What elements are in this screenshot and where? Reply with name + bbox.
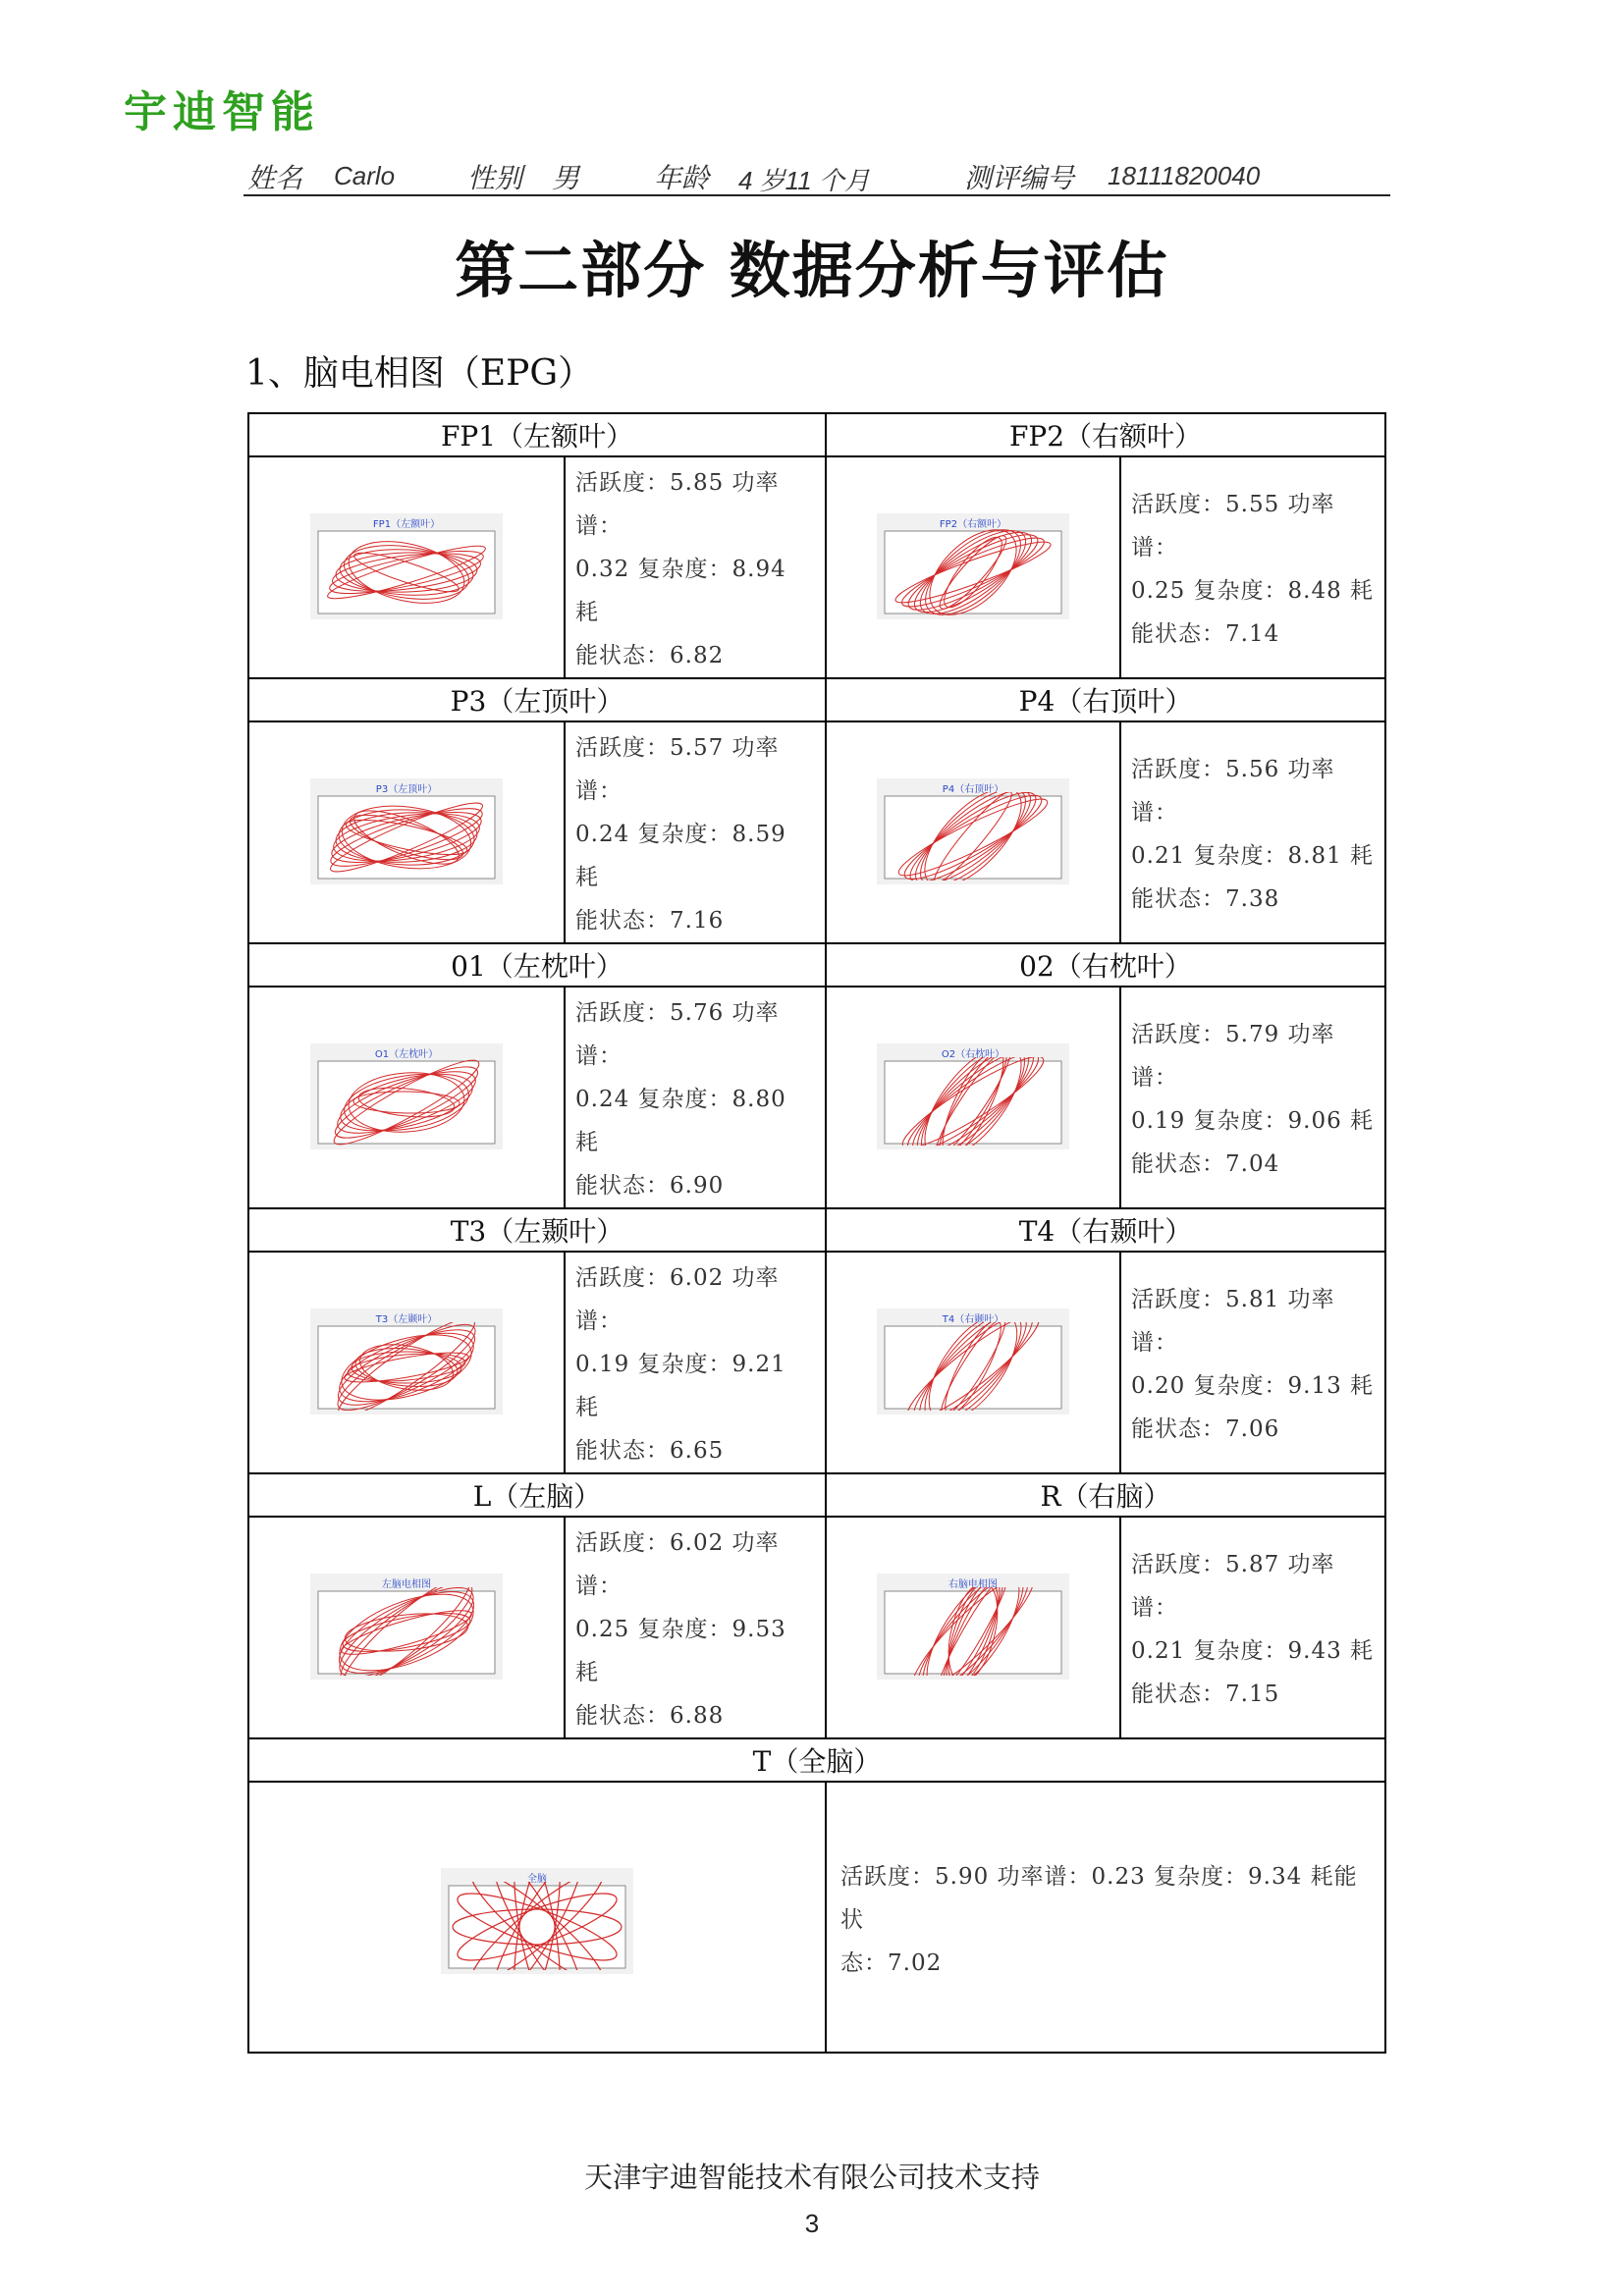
- thumb-caption: O1（左枕叶）: [374, 1049, 439, 1060]
- metrics-cell: [565, 456, 826, 678]
- metrics-cell: [1120, 1517, 1385, 1738]
- thumb-caption: P4（右顶叶）: [942, 784, 1004, 795]
- metric-line: 能状态：7.16: [575, 908, 725, 934]
- cell-label: T（全脑）: [248, 1738, 1385, 1782]
- name-value: Carlo: [334, 161, 396, 190]
- region-data-row: [248, 987, 1385, 1208]
- metric-line: 能状态：7.06: [1131, 1416, 1280, 1442]
- metrics-cell: [565, 1252, 826, 1473]
- epg-thumbnail: [310, 1043, 503, 1149]
- metric-line: 能状态：6.90: [575, 1173, 725, 1199]
- metric-line: 活跃度：5.76 功率谱：: [575, 1000, 780, 1069]
- metric-line: 0.21 复杂度：8.81 耗: [1131, 843, 1375, 869]
- metric-line: 活跃度：5.79 功率谱：: [1131, 1022, 1335, 1091]
- thumb-caption: 右脑电相图: [948, 1579, 998, 1590]
- metrics-cell: [1120, 721, 1385, 943]
- thumb-caption: P3（左顶叶）: [375, 784, 438, 795]
- region-data-row: [248, 1252, 1385, 1473]
- epg-thumbnail: [877, 778, 1069, 884]
- region-header-row: [248, 1473, 1385, 1517]
- metrics-cell: [1120, 1252, 1385, 1473]
- epg-table: [247, 412, 1386, 2054]
- thumb-caption: O2（右枕叶）: [941, 1049, 1005, 1060]
- region-header-row: [248, 943, 1385, 987]
- epg-trace: [883, 1057, 1063, 1146]
- cell-label: L（左脑）: [248, 1473, 826, 1517]
- thumb-cell: [248, 721, 565, 943]
- metric-line: 活跃度：5.81 功率谱：: [1131, 1287, 1335, 1356]
- page-number: 3: [804, 2209, 820, 2238]
- thumb-cell: [248, 987, 565, 1208]
- metrics-cell: [1120, 456, 1385, 678]
- thumb-cell: [248, 1517, 565, 1738]
- region-data-row: [248, 1517, 1385, 1738]
- thumb-cell: [826, 721, 1120, 943]
- region-header-row: [248, 413, 1385, 456]
- metric-line: 态：7.02: [840, 1950, 943, 1976]
- epg-trace: [883, 1322, 1063, 1411]
- metric-line: 活跃度：6.02 功率谱：: [575, 1265, 780, 1334]
- epg-trace: [316, 527, 497, 615]
- epg-trace: [316, 792, 497, 881]
- thumb-cell: [826, 1252, 1120, 1473]
- metric-line: 能状态：6.82: [575, 643, 725, 668]
- epg-thumbnail: [441, 1868, 633, 1974]
- cell-label: 01（左枕叶）: [248, 943, 826, 987]
- footer-text: 天津宇迪智能技术有限公司技术支持: [583, 2161, 1040, 2194]
- metric-line: 活跃度：5.90 功率谱：0.23 复杂度：9.34 耗能状: [840, 1864, 1358, 1933]
- metric-line: 活跃度：5.57 功率谱：: [575, 735, 780, 804]
- total-header-row: [248, 1738, 1385, 1782]
- thumb-cell: [826, 987, 1120, 1208]
- epg-trace: [316, 1587, 497, 1676]
- metric-line: 活跃度：5.85 功率谱：: [575, 470, 780, 539]
- metric-line: 能状态：7.14: [1131, 621, 1280, 647]
- region-data-row: [248, 456, 1385, 678]
- thumb-caption: T4（右颞叶）: [942, 1314, 1004, 1325]
- cell-label: P3（左顶叶）: [248, 678, 826, 721]
- epg-thumbnail: [877, 1574, 1069, 1680]
- metric-line: 0.25 复杂度：9.53 耗: [575, 1617, 786, 1685]
- thumb-cell: [826, 1517, 1120, 1738]
- thumb-cell: [826, 456, 1120, 678]
- metric-line: 0.19 复杂度：9.06 耗: [1131, 1108, 1375, 1134]
- metric-line: 能状态：6.88: [575, 1703, 725, 1729]
- metrics-cell: [1120, 987, 1385, 1208]
- metric-line: 能状态：6.65: [575, 1438, 725, 1464]
- cell-label: 02（右枕叶）: [826, 943, 1385, 987]
- age-value: 4 岁11 个月: [738, 166, 870, 195]
- metric-line: 能状态：7.15: [1131, 1682, 1280, 1707]
- metric-line: 活跃度：5.55 功率谱：: [1131, 492, 1335, 561]
- thumb-caption: FP2（右额叶）: [939, 519, 1007, 530]
- metric-line: 活跃度：6.02 功率谱：: [575, 1530, 780, 1599]
- cell-label: FP1（左额叶）: [248, 413, 826, 456]
- metric-line: 0.21 复杂度：9.43 耗: [1131, 1638, 1375, 1664]
- total-epg-trace: [447, 1882, 627, 1970]
- epg-trace: [316, 1322, 497, 1411]
- metrics-cell: [565, 987, 826, 1208]
- metric-line: 0.20 复杂度：9.13 耗: [1131, 1373, 1375, 1399]
- total-data-row: [248, 1782, 1385, 2053]
- epg-thumbnail: [310, 1308, 503, 1415]
- metric-line: 能状态：7.38: [1131, 886, 1280, 912]
- epg-thumbnail: [877, 513, 1069, 619]
- metric-line: 0.24 复杂度：8.80 耗: [575, 1087, 786, 1155]
- region-data-row: [248, 721, 1385, 943]
- cell-label: T4（右颞叶）: [826, 1208, 1385, 1252]
- region-header-row: [248, 1208, 1385, 1252]
- cell-label: FP2（右额叶）: [826, 413, 1385, 456]
- epg-trace: [883, 1587, 1063, 1676]
- metric-line: 活跃度：5.56 功率谱：: [1131, 757, 1335, 826]
- section-heading: 1、脑电相图（EPG）: [245, 353, 594, 394]
- metric-line: 活跃度：5.87 功率谱：: [1131, 1552, 1335, 1621]
- total-thumb-cell: [248, 1782, 826, 2053]
- thumb-caption: 全脑: [527, 1874, 547, 1885]
- epg-thumbnail: [310, 513, 503, 619]
- page-title: 第二部分 数据分析与评估: [455, 235, 1169, 306]
- thumb-caption: 左脑电相图: [382, 1579, 431, 1590]
- epg-thumbnail: [310, 1574, 503, 1680]
- thumb-caption: T3（左颞叶）: [375, 1314, 438, 1325]
- metrics-cell: [565, 721, 826, 943]
- age-label: 年龄: [654, 164, 710, 194]
- thumb-cell: [248, 1252, 565, 1473]
- patient-info-bar: [244, 155, 1390, 196]
- id-label: 测评编号: [964, 164, 1075, 194]
- cell-label: R（右脑）: [826, 1473, 1385, 1517]
- thumb-cell: [248, 456, 565, 678]
- gender-label: 性别: [467, 164, 523, 194]
- company-logo: 宇迪智能: [124, 87, 320, 137]
- metric-line: 0.19 复杂度：9.21 耗: [575, 1352, 786, 1420]
- epg-trace: [883, 792, 1063, 881]
- metric-line: 0.25 复杂度：8.48 耗: [1131, 578, 1375, 604]
- epg-trace: [883, 527, 1063, 615]
- region-header-row: [248, 678, 1385, 721]
- epg-thumbnail: [877, 1043, 1069, 1149]
- total-metrics-cell: [826, 1782, 1385, 2053]
- cell-label: P4（右顶叶）: [826, 678, 1385, 721]
- id-value: 18111820040: [1108, 161, 1261, 190]
- metric-line: 0.24 复杂度：8.59 耗: [575, 822, 786, 890]
- metrics-cell: [565, 1517, 826, 1738]
- gender-value: 男: [552, 164, 580, 194]
- metric-line: 0.32 复杂度：8.94 耗: [575, 557, 786, 625]
- epg-thumbnail: [877, 1308, 1069, 1415]
- epg-trace: [316, 1057, 497, 1146]
- name-label: 姓名: [247, 164, 303, 194]
- metric-line: 能状态：7.04: [1131, 1151, 1280, 1177]
- cell-label: T3（左颞叶）: [248, 1208, 826, 1252]
- epg-thumbnail: [310, 778, 503, 884]
- thumb-caption: FP1（左额叶）: [372, 519, 441, 530]
